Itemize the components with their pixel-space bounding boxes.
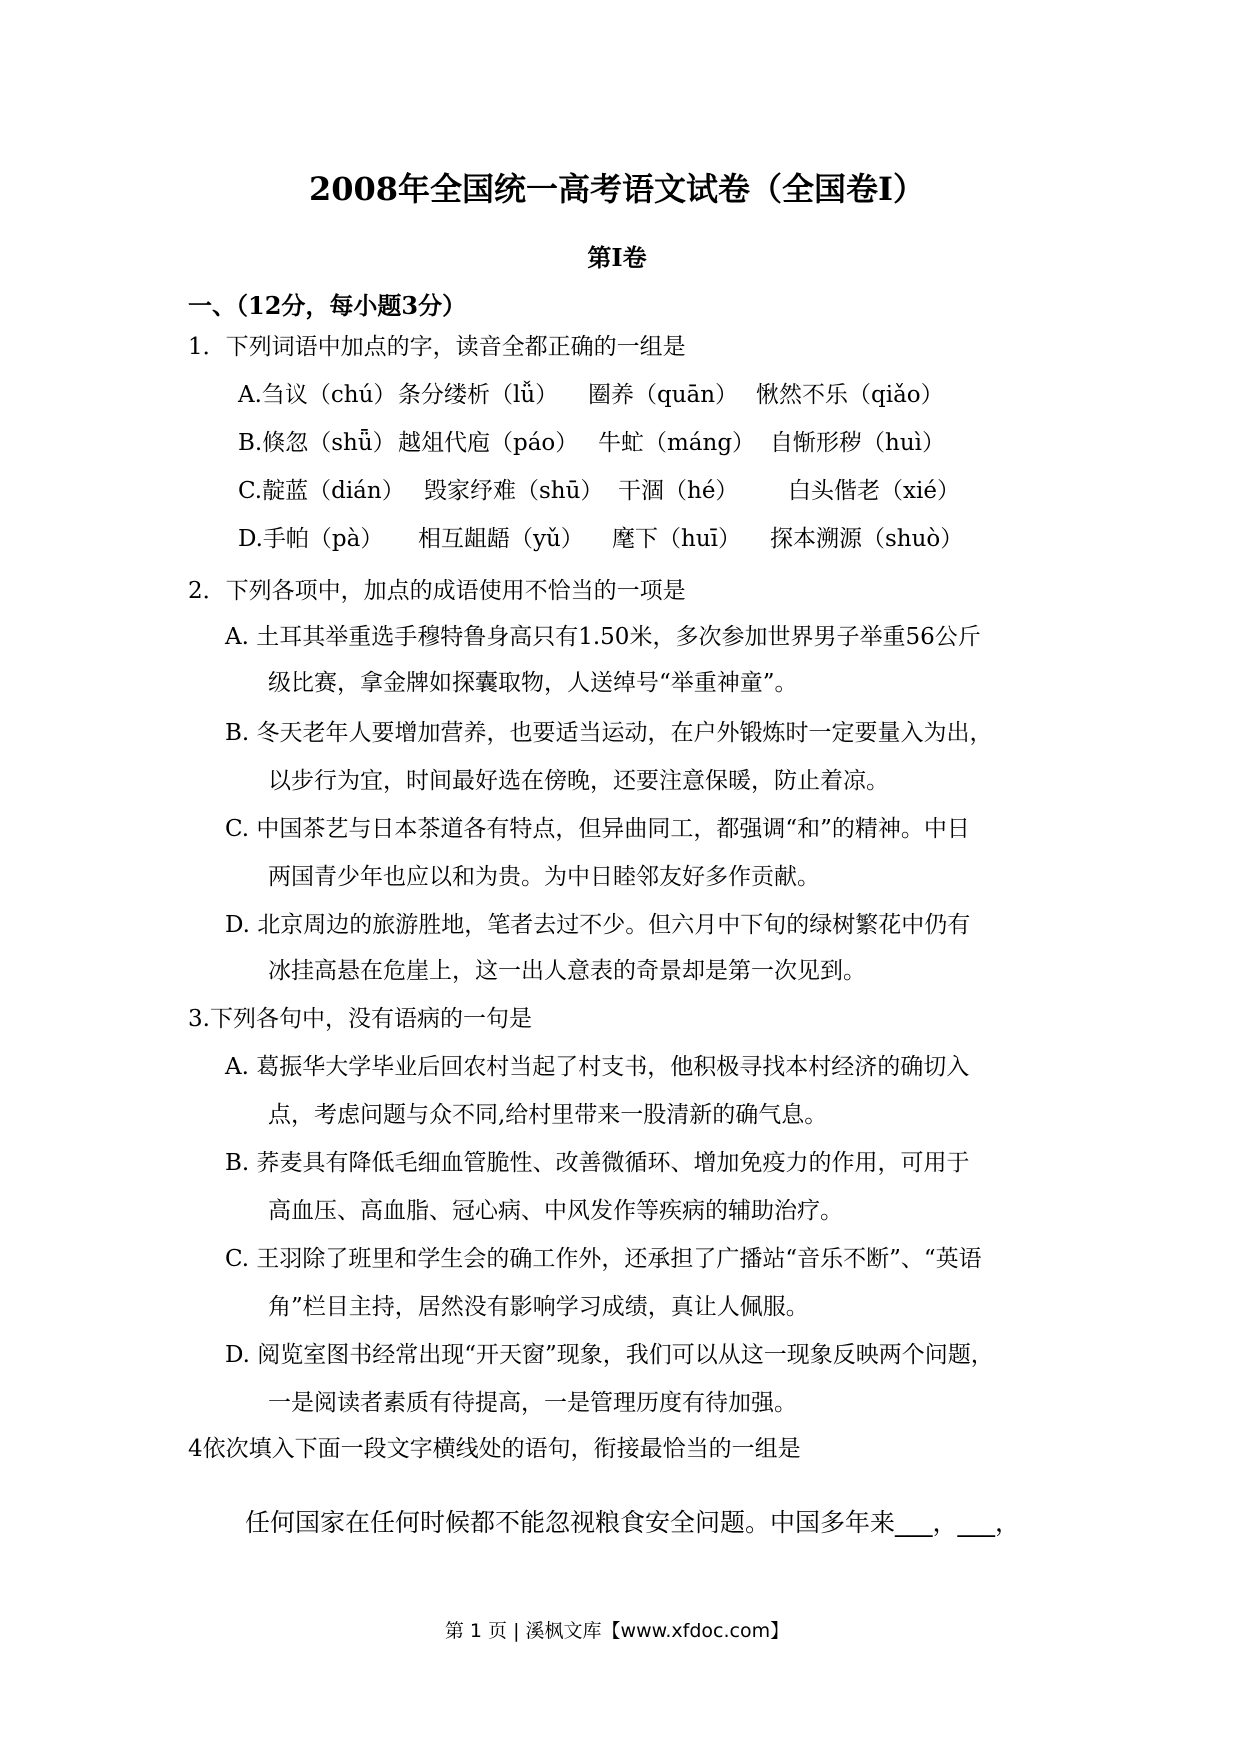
question-1-option-c — [238, 478, 960, 506]
question-2-option-c: C. 中国茶艺与日本茶道各有特点，但异曲同工，都强调“和”的精神。中日 — [225, 816, 970, 842]
option-cell: 干涸（hé） — [618, 478, 739, 504]
question-3-option-a: A. 葛振华大学毕业后回农村当起了村支书，他积极寻找本村经济的确切入 — [225, 1054, 970, 1080]
option-cell: D.手帕（pà） — [238, 526, 384, 552]
question-4-passage: 任何国家在任何时候都不能忽视粮食安全问题。中国多年来___，___， — [245, 1508, 1021, 1537]
option-cell: C.靛蓝（dián） — [238, 478, 405, 504]
question-3-stem: 3.下列各句中，没有语病的一句是 — [188, 1006, 532, 1032]
question-4-stem: 4依次填入下面一段文字横线处的语句，衔接最恰当的一组是 — [188, 1436, 801, 1462]
option-cell: 条分缕析（lǚ） — [398, 382, 559, 408]
question-2-option-b-cont: 以步行为宜，时间最好选在傍晚，还要注意保暖，防止着凉。 — [268, 768, 889, 794]
question-1-option-a — [238, 382, 944, 410]
question-2-option-a-cont: 级比赛，拿金牌如探囊取物，人送绰号“举重神童”。 — [268, 670, 798, 696]
volume-heading: 第Ⅰ卷 — [587, 243, 647, 272]
option-cell: 白头偕老（xié） — [788, 478, 960, 504]
question-3-option-b-cont: 高血压、高血脂、冠心病、中风发作等疾病的辅助治疗。 — [268, 1198, 843, 1224]
question-1-option-d — [238, 526, 963, 554]
option-cell: B.倏忽（shǖ） — [238, 430, 396, 456]
page-footer: 第 1 页 | 溪枫文库【www.xfdoc.com】 — [444, 1620, 790, 1642]
option-cell: 毁家纾难（shū） — [424, 478, 604, 504]
question-3-option-d-cont: 一是阅读者素质有待提高，一是管理历度有待加强。 — [268, 1390, 797, 1416]
option-cell: 自惭形秽（huì） — [770, 430, 945, 456]
option-cell: 相互龃龉（yǔ） — [418, 526, 584, 552]
option-cell: A.刍议（chú） — [238, 382, 397, 408]
question-3-option-b: B. 荞麦具有降低毛细血管脆性、改善微循环、增加免疫力的作用，可用于 — [225, 1150, 970, 1176]
question-2-option-a: A. 土耳其举重选手穆特鲁身高只有1.50米，多次参加世界男子举重56公斤 — [225, 624, 981, 650]
question-3-option-a-cont: 点，考虑问题与众不同,给村里带来一股清新的确气息。 — [268, 1102, 828, 1128]
question-2-stem: 2．下列各项中，加点的成语使用不恰当的一项是 — [188, 578, 686, 604]
question-1-option-b — [238, 430, 945, 458]
option-cell: 麾下（huī） — [612, 526, 741, 552]
question-1-stem: 1．下列词语中加点的字，读音全都正确的一组是 — [188, 334, 686, 360]
section-heading: 一、（12分，每小题3分） — [188, 291, 467, 320]
question-2-option-d: D. 北京周边的旅游胜地，笔者去过不少。但六月中下旬的绿树繁花中仍有 — [225, 912, 971, 938]
question-3-option-c-cont: 角”栏目主持，居然没有影响学习成绩，真让人佩服。 — [268, 1294, 809, 1320]
question-2-option-d-cont: 冰挂高悬在危崖上，这一出人意表的奇景却是第一次见到。 — [268, 958, 866, 984]
question-3-option-c: C. 王羽除了班里和学生会的确工作外，还承担了广播站“音乐不断”、“英语 — [225, 1246, 982, 1272]
option-cell: 圈养（quān） — [588, 382, 739, 408]
option-cell: 越俎代庖（páo） — [398, 430, 579, 456]
page-title: 2008年全国统一高考语文试卷（全国卷Ⅰ） — [308, 170, 926, 208]
option-cell: 牛虻（máng） — [598, 430, 756, 456]
question-2-option-b: B. 冬天老年人要增加营养，也要适当运动，在户外锻炼时一定要量入为出， — [225, 720, 993, 746]
question-3-option-d: D. 阅览室图书经常出现“开天窗”现象，我们可以从这一现象反映两个问题， — [225, 1342, 994, 1368]
option-cell: 愀然不乐（qiǎo） — [756, 382, 944, 408]
question-2-option-c-cont: 两国青少年也应以和为贵。为中日睦邻友好多作贡献。 — [268, 864, 820, 890]
option-cell: 探本溯源（shuò） — [770, 526, 964, 552]
